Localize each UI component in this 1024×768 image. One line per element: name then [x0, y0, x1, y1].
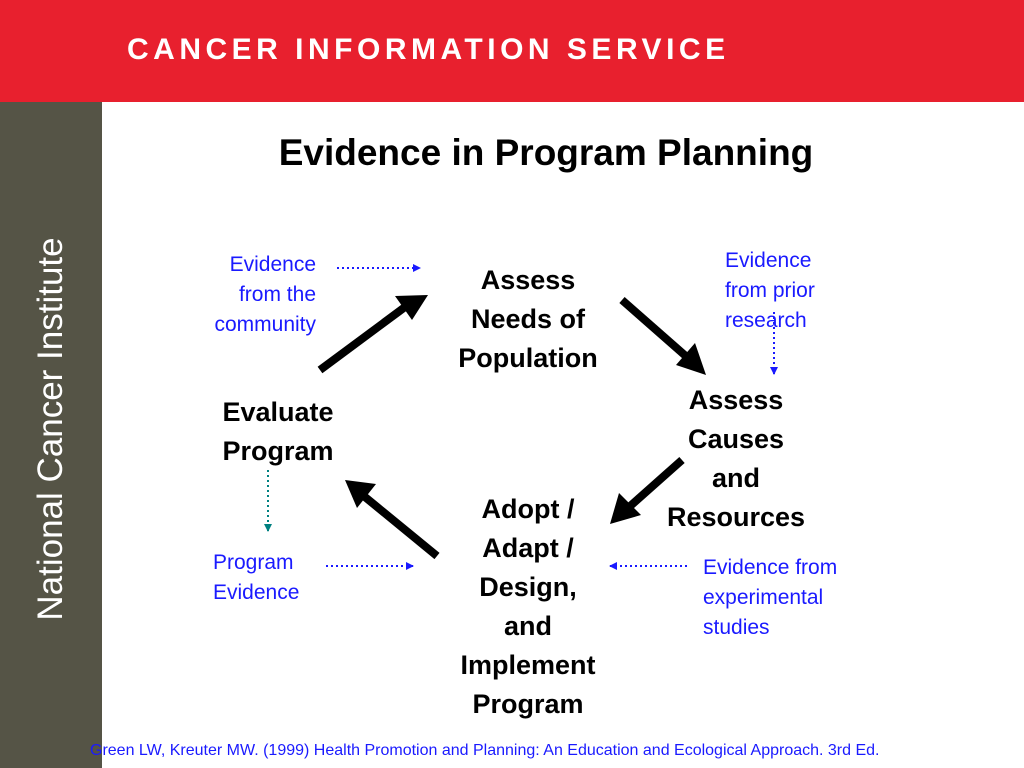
node-assess-causes-line: and	[711, 463, 761, 493]
evidence-experimental-line: Evidence from	[703, 556, 838, 579]
evidence-community-line: community	[214, 313, 316, 336]
node-assess-causes-line: Causes	[687, 424, 785, 454]
node-assess-needs-line: Population	[458, 343, 598, 373]
evidence-prior-research-line: Evidence	[725, 249, 812, 272]
citation: Green LW, Kreuter MW. (1999) Health Promotion and Planning: An Education and Ecological Approach. 3rd Ed.	[90, 742, 880, 759]
node-adopt-line: Design,	[479, 572, 577, 602]
sidebar-institute-name: National Cancer Institute	[31, 237, 70, 621]
evidence-prior-research-line: research	[725, 309, 807, 332]
node-assess-needs-line: Needs of	[470, 304, 586, 334]
evidence-community-line: from the	[238, 283, 316, 306]
evidence-experimental-line: experimental	[703, 586, 824, 609]
arrow-needs-to-causes	[622, 300, 706, 375]
node-adopt-line: and	[503, 611, 552, 641]
node-evaluate-line: Evaluate	[222, 397, 334, 427]
node-evaluate-line: Program	[222, 436, 334, 466]
header-title: CANCER INFORMATION SERVICE	[127, 33, 730, 66]
arrow-evaluate-to-needs	[320, 295, 428, 370]
node-adopt-line: Implement	[460, 650, 596, 680]
arrow-causes-to-adopt	[610, 460, 682, 524]
slide-title: Evidence in Program Planning	[278, 132, 814, 173]
evidence-program-line: Program	[213, 551, 294, 574]
node-adopt-line: Program	[472, 689, 584, 719]
evidence-prior-research-line: from prior	[725, 279, 815, 302]
evidence-community-line: Evidence	[229, 253, 316, 276]
arrow-adopt-to-evaluate	[345, 480, 437, 556]
evidence-experimental-line: studies	[703, 616, 770, 639]
node-adopt-line: Adopt /	[481, 494, 575, 524]
evidence-program-line: Evidence	[213, 581, 300, 604]
node-assess-causes-line: Assess	[688, 385, 784, 415]
node-adopt-line: Adapt /	[482, 533, 574, 563]
node-assess-causes-line: Resources	[666, 502, 806, 532]
node-assess-needs-line: Assess	[480, 265, 576, 295]
